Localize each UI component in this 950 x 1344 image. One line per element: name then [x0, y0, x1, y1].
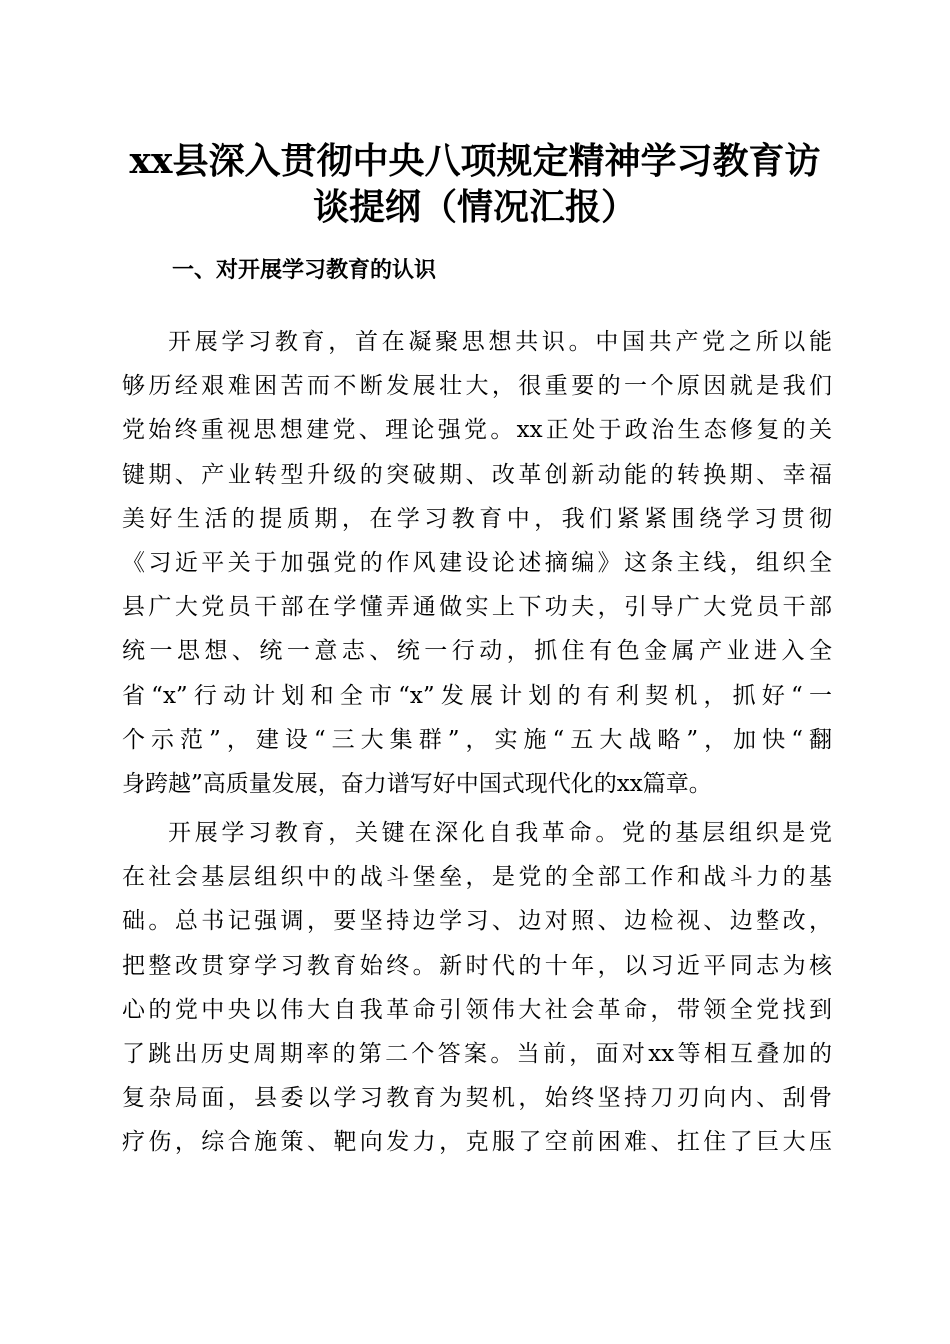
paragraph-line: 础。总书记强调，要坚持边学习、边对照、边检视、边整改，: [122, 908, 832, 935]
document-title: [120, 138, 830, 230]
paragraph-line: 把整改贯穿学习教育始终。新时代的十年，以习近平同志为核: [122, 952, 832, 979]
paragraph-line: 开展学习教育，关键在深化自我革命。党的基层组织是党: [168, 820, 832, 846]
paragraph-line: 了跳出历史周期率的第二个答案。当前，面对xx等相互叠加的: [122, 1040, 832, 1067]
paragraph-line: 美好生活的提质期，在学习教育中，我们紧紧围绕学习贯彻: [122, 505, 832, 532]
paragraph-line: 心的党中央以伟大自我革命引领伟大社会革命，带领全党找到: [122, 996, 832, 1023]
body-paragraph: [122, 320, 832, 806]
paragraph-line: 统一思想、统一意志、统一行动，抓住有色金属产业进入全: [122, 638, 832, 665]
body-paragraph: [122, 811, 832, 1165]
paragraph-line: 身跨越”高质量发展，奋力谱写好中国式现代化的xx篇章。: [122, 770, 712, 797]
paragraph-line: 开展学习教育，首在凝聚思想共识。中国共产党之所以能: [168, 329, 832, 355]
paragraph-line: 疗伤，综合施策、靶向发力，克服了空前困难、扛住了巨大压: [122, 1129, 832, 1156]
paragraph-line: 够历经艰难困苦而不断发展壮大，很重要的一个原因就是我们: [122, 373, 832, 400]
title-line: 谈提纲（情况汇报）: [312, 186, 637, 228]
paragraph-line: 复杂局面，县委以学习教育为契机，始终坚持刀刃向内、刮骨: [122, 1085, 832, 1112]
paragraph-line: 县广大党员干部在学懂弄通做实上下功夫，引导广大党员干部: [122, 594, 832, 621]
section-heading: 一、对开展学习教育的认识: [172, 258, 437, 283]
paragraph-line: 个示范”，建设“三大集群”，实施“五大战略”，加快“翻: [122, 726, 832, 753]
paragraph-line: 《习近平关于加强党的作风建设论述摘编》这条主线，组织全: [122, 549, 832, 576]
paragraph-line: 键期、产业转型升级的突破期、改革创新动能的转换期、幸福: [122, 461, 832, 488]
paragraph-line: 在社会基层组织中的战斗堡垒，是党的全部工作和战斗力的基: [122, 864, 832, 891]
title-line: xx县深入贯彻中央八项规定精神学习教育访: [129, 140, 821, 182]
paragraph-line: 省“x”行动计划和全市“x”发展计划的有利契机，抓好“一: [122, 682, 832, 709]
paragraph-line: 党始终重视思想建党、理论强党。xx正处于政治生态修复的关: [122, 417, 832, 444]
